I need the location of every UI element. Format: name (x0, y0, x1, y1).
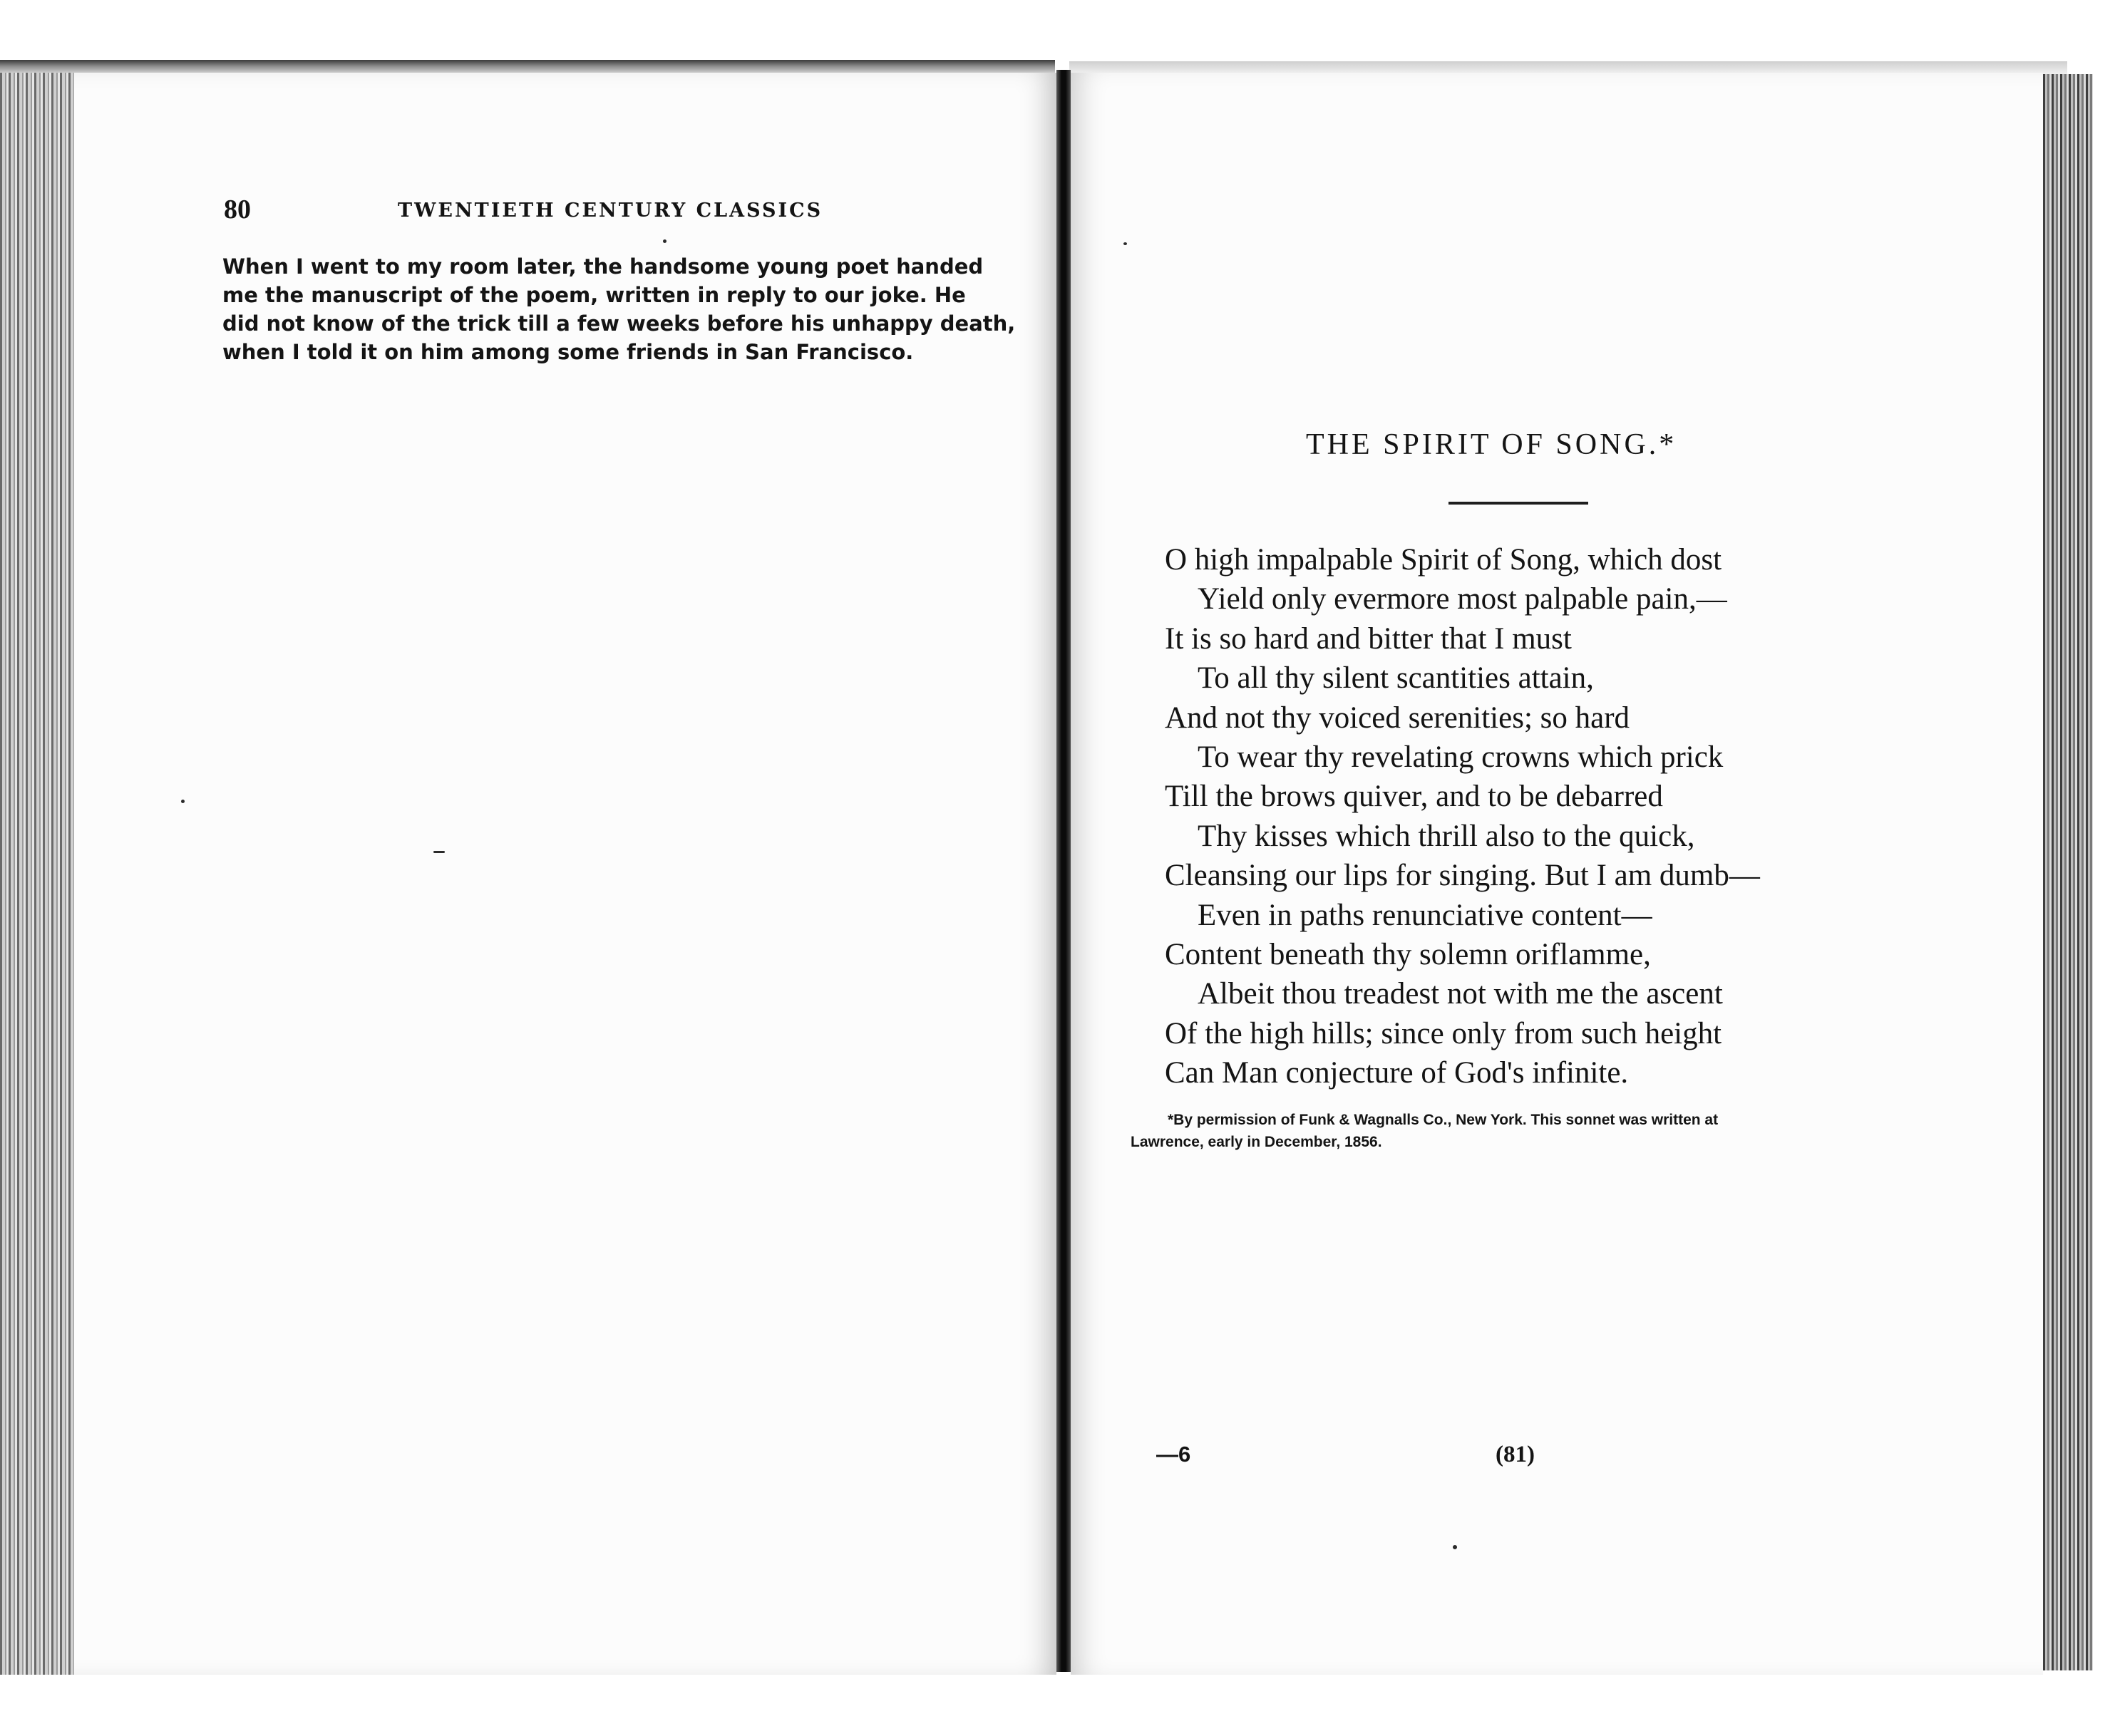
poem-line: Content beneath thy solemn oriflamme, (1165, 938, 1651, 972)
page-stack-right (2043, 74, 2093, 1670)
poem-title: THE SPIRIT OF SONG.* (1306, 428, 1677, 461)
book-gutter (1056, 70, 1071, 1672)
dust-speck (433, 851, 445, 853)
dust-speck (181, 800, 185, 803)
prose-paragraph (222, 252, 1016, 366)
poem-line: Thy kisses which thrill also to the quick, (1198, 819, 1695, 853)
poem-line: It is so hard and bitter that I must (1165, 621, 1572, 656)
poem-line: Albeit thou treadest not with me the ascent (1198, 977, 1723, 1011)
page-stack-left (0, 73, 74, 1675)
page-folio: (81) (1496, 1442, 1535, 1467)
poem-line: Yield only evermore most palpable pain,— (1198, 582, 1727, 616)
footnote (1131, 1109, 1922, 1153)
poem-line: Can Man conjecture of God's infinite. (1165, 1056, 1629, 1090)
poem-line: Even in paths renunciative content— (1198, 898, 1652, 932)
signature-mark: —6 (1156, 1442, 1191, 1467)
dust-speck (1123, 242, 1127, 245)
poem-body (1165, 540, 1963, 1093)
prose-line: did not know of the trick till a few weeks before his unhappy death, (222, 311, 1016, 336)
dust-speck (1453, 1545, 1457, 1549)
dust-speck (663, 239, 667, 243)
poem-line: Cleansing our lips for singing. But I am dumb— (1165, 859, 1760, 893)
prose-line: When I went to my room later, the handsome young poet handed (222, 254, 984, 279)
poem-line: O high impalpable Spirit of Song, which dost (1165, 543, 1722, 577)
poem-line: Of the high hills; since only from such height (1165, 1016, 1722, 1050)
footnote-line: Lawrence, early in December, 1856. (1131, 1134, 1382, 1150)
footnote-line: *By permission of Funk & Wagnalls Co., New York. This sonnet was written at (1168, 1112, 1719, 1128)
poem-line: And not thy voiced serenities; so hard (1165, 701, 1630, 735)
prose-line: when I told it on him among some friends in San Francisco. (222, 340, 914, 364)
poem-line: To wear thy revelating crowns which prick (1198, 740, 1724, 775)
running-head: TWENTIETH CENTURY CLASSICS (398, 200, 823, 222)
prose-line: me the manuscript of the poem, written in reply to our joke. He (222, 283, 966, 307)
page-number: 80 (224, 195, 251, 224)
poem-line: Till the brows quiver, and to be debarred (1165, 780, 1663, 814)
title-rule (1448, 502, 1588, 505)
poem-line: To all thy silent scantities attain, (1198, 661, 1594, 696)
